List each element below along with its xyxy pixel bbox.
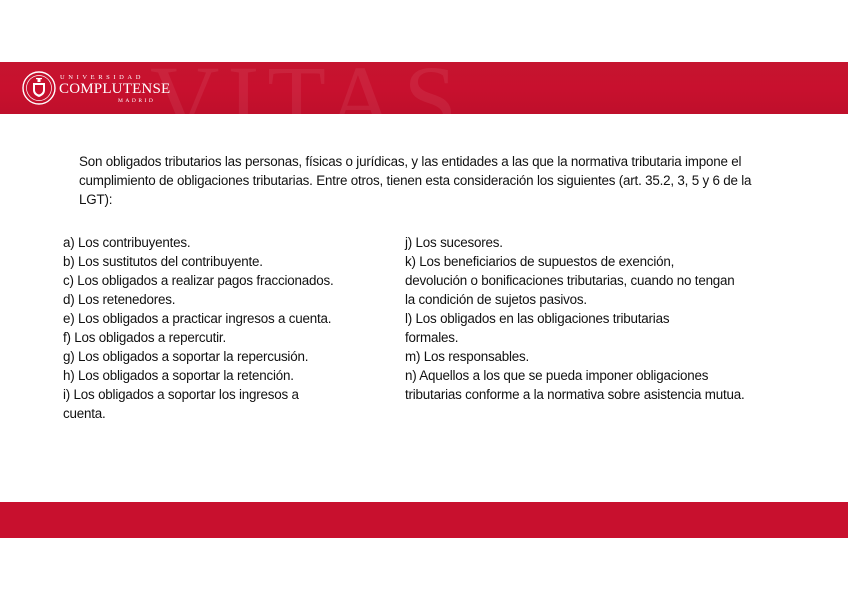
list-item: b) Los sustitutos del contribuyente. (63, 254, 263, 269)
list-item: m) Los responsables. (405, 349, 530, 364)
list-item: e) Los obligados a practicar ingresos a cuenta. (63, 311, 332, 326)
list-item: n) Aquellos a los que se pueda imponer obligaciones tributarias conforme a la normativa sobre asistencia mutua. (405, 368, 745, 402)
intro-paragraph: Son obligados tributarios las personas, físicas o jurídicas, y las entidades a las que la normativa tributaria impone el cumplimiento de obligaciones tributarias. Entre otros, tienen esta consideración los siguientes (art. 35.2, 3, 5 y 6 de la LGT): (79, 154, 752, 207)
logo-main-text: COMPLUTENSE (59, 81, 171, 97)
list-right-column (405, 233, 750, 404)
list-item: a) Los contribuyentes. (63, 235, 191, 250)
list-left-column (63, 233, 383, 423)
header-band (0, 46, 848, 153)
list-item: f) Los obligados a repercutir. (63, 330, 226, 345)
list-item: k) Los beneficiarios de supuestos de exención, devolución o bonificaciones tributarias, cuando no tengan la condición de sujetos pasivos. (405, 254, 735, 307)
list-item: h) Los obligados a soportar la retención. (63, 368, 294, 383)
list-item: i) Los obligados a soportar los ingresos a cuenta. (63, 387, 299, 421)
logo-top-text: UNIVERSIDAD (60, 74, 145, 81)
list-item: g) Los obligados a soportar la repercusión. (63, 349, 309, 364)
university-logo[interactable] (22, 71, 171, 107)
list-item: l) Los obligados en las obligaciones tributarias formales. (405, 311, 670, 345)
footer-band (0, 502, 848, 538)
university-seal-icon (22, 71, 56, 105)
list-item: d) Los retenedores. (63, 292, 176, 307)
logo-sub-text: MADRID (118, 98, 156, 104)
list-item: j) Los sucesores. (405, 235, 503, 250)
list-item: c) Los obligados a realizar pagos fraccionados. (63, 273, 334, 288)
header-watermark: VITAS (150, 46, 465, 153)
